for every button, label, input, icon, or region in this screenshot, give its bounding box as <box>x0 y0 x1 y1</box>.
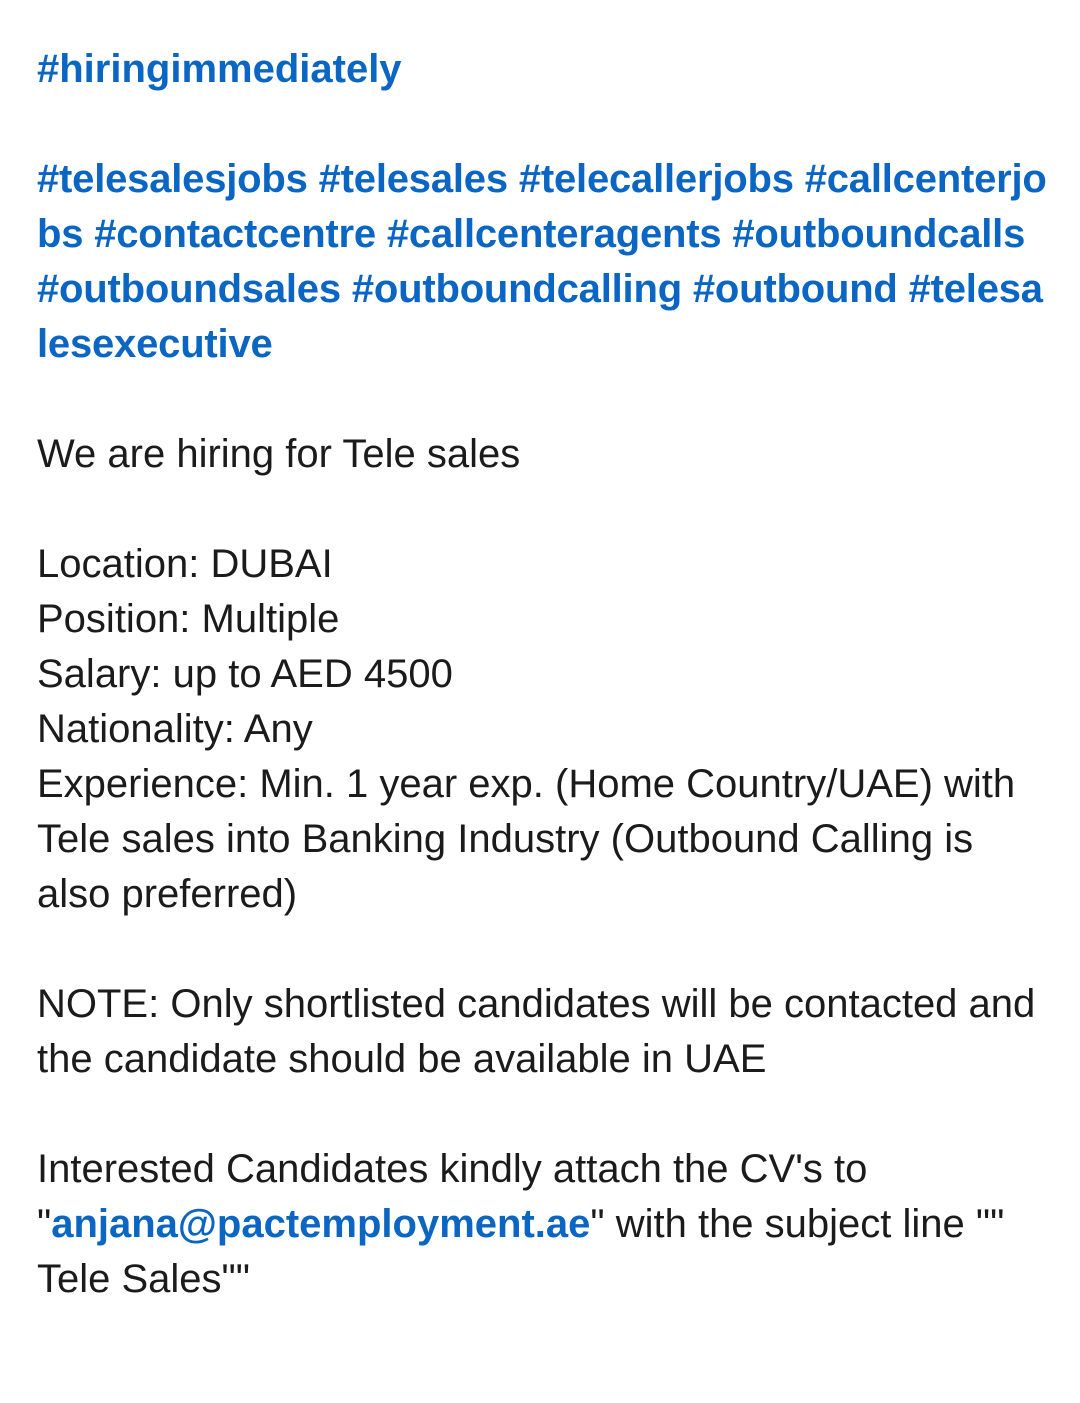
hashtag-link[interactable]: #outboundsales <box>37 267 341 311</box>
note-text: NOTE: Only shortlisted candidates will be contacted and the candidate should be available in UAE <box>37 982 1036 1081</box>
hashtag-link[interactable]: #outboundcalling <box>351 267 682 311</box>
hashtag-link[interactable]: #outbound <box>692 267 898 311</box>
email-link[interactable]: anjana@pactemployment.ae <box>51 1202 591 1246</box>
hashtag-link[interactable]: #callcenteragents <box>386 212 722 256</box>
primary-hashtag-line <box>37 42 1047 97</box>
hashtag-link[interactable]: #callcenterjobs <box>37 157 1047 256</box>
position-text: Position: Multiple <box>37 597 340 641</box>
hashtag-link[interactable]: #telecallerjobs <box>518 157 794 201</box>
hashtag-link[interactable]: #outboundcalls <box>732 212 1026 256</box>
hashtag-list <box>37 152 1047 372</box>
apply-suffix: " with the subject line "" Tele Sales"" <box>37 1202 1005 1301</box>
hashtag-link[interactable]: #hiringimmediately <box>37 47 402 91</box>
nationality-text: Nationality: Any <box>37 707 313 751</box>
hashtag-link[interactable]: #telesales <box>318 157 508 201</box>
hashtag-link[interactable]: #telesalesexecutive <box>37 267 1043 366</box>
hashtag-link[interactable]: #telesalesjobs <box>37 157 308 201</box>
location-text: Location: DUBAI <box>37 542 333 586</box>
experience-text: Experience: Min. 1 year exp. (Home Country/UAE) with Tele sales into Banking Industry (Outbound Calling is also preferred) <box>37 762 1016 916</box>
intro-text: We are hiring for Tele sales <box>37 432 521 476</box>
apply-instructions <box>37 1142 1047 1307</box>
job-details <box>37 537 1047 922</box>
salary-text: Salary: up to AED 4500 <box>37 652 453 696</box>
hashtag-link[interactable]: #contactcentre <box>94 212 376 256</box>
apply-prefix: Interested Candidates kindly attach the CV's to " <box>37 1147 868 1246</box>
job-post <box>37 42 1047 1307</box>
